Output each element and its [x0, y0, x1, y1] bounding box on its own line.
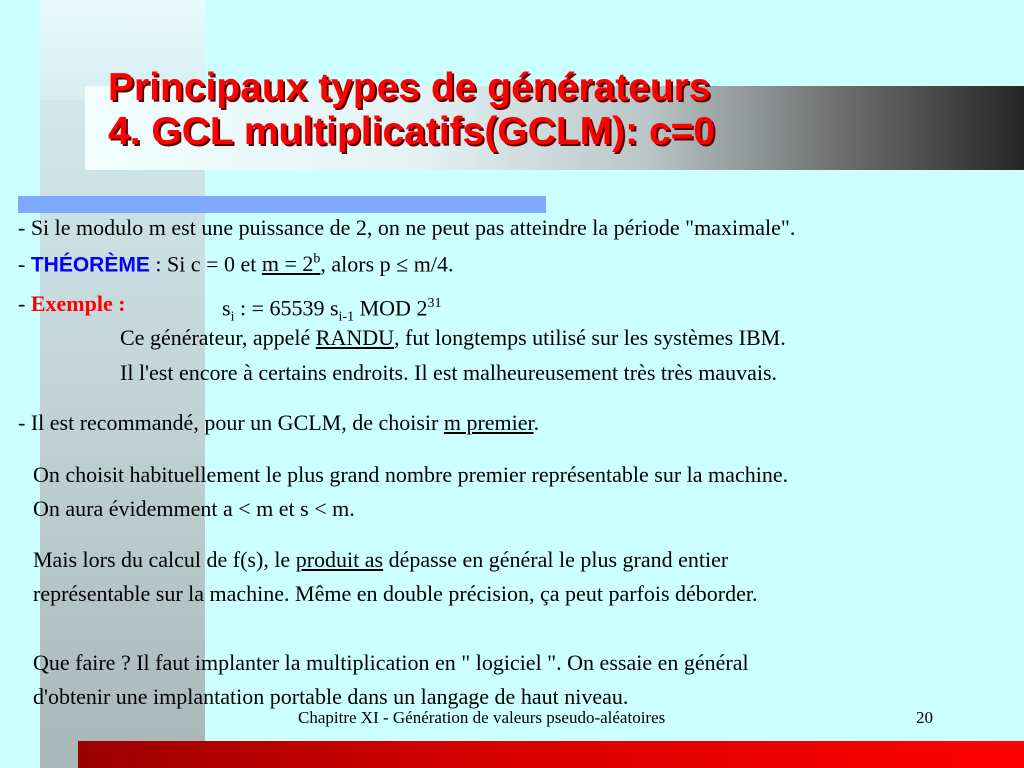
line-evidemment: On aura évidemment a < m et s < m.	[33, 496, 355, 521]
mais-text-b: dépasse en général le plus grand entier	[383, 547, 729, 572]
recommande-text-b: .	[533, 410, 540, 435]
mais-text-a: Mais lors du calcul de f(s), le	[33, 547, 296, 572]
line-theorem-dash: -	[18, 251, 31, 277]
line-modulo: - Si le modulo m est une puissance de 2, on ne peut pas atteindre la période "maximale".	[18, 215, 796, 240]
formula-sup-31: 31	[427, 296, 442, 311]
theorem-text-b: , alors p ≤ m/4.	[320, 251, 454, 277]
line-representable: représentable sur la machine. Même en double précision, ça peut parfois déborder.	[33, 581, 758, 606]
theorem-m-eq	[262, 251, 321, 276]
line-portable: d'obtenir une implantation portable dans un langage de haut niveau.	[33, 684, 629, 709]
randu-text-a: Ce générateur, appelé	[120, 325, 316, 350]
line-que-faire: Que faire ? Il faut implanter la multiplication en " logiciel ". On essaie en général	[33, 650, 749, 675]
line-mauvais: Il l'est encore à certains endroits. Il est malheureusement très très mauvais.	[120, 360, 778, 385]
line-mais	[33, 545, 728, 575]
slide-title	[108, 66, 1008, 154]
footer-red-bar	[78, 741, 1024, 768]
randu-link-text: RANDU	[315, 325, 395, 350]
theorem-m-eq-text: m = 2	[261, 251, 314, 277]
line-choisit: On choisit habituellement le plus grand nombre premier représentable sur la machine.	[33, 462, 789, 487]
produit-as-text: produit as	[295, 547, 384, 572]
theorem-label: THÉORÈME	[30, 253, 150, 277]
theorem-text-a: : Si c = 0 et	[149, 251, 262, 277]
line-recommande	[18, 408, 539, 438]
randu-text-b: , fut longtemps utilisé sur les systèmes IBM.	[394, 325, 786, 350]
title-line-2: 4. GCL multiplicatifs(GCLM): c=0	[108, 110, 716, 153]
title-underline-rule	[18, 196, 546, 213]
line-exemple	[18, 289, 126, 319]
formula-sub-i: i	[230, 309, 235, 325]
footer-chapter-title: Chapitre XI - Génération de valeurs pseudo-aléatoires	[298, 708, 666, 727]
formula-text-a: : = 65539 s	[234, 295, 339, 321]
line-theorem	[18, 245, 453, 280]
footer-page-number: 20	[916, 708, 933, 727]
exemple-label: Exemple :	[30, 291, 126, 316]
line-randu	[120, 323, 786, 353]
m-premier-text: m premier	[443, 410, 534, 435]
formula-s: s	[222, 295, 231, 321]
formula-sub-i1: i-1	[338, 309, 355, 325]
theorem-sup-b: b	[313, 252, 321, 267]
recommande-text-a: - Il est recommandé, pour un GCLM, de choisir	[18, 410, 444, 435]
title-line-1: Principaux types de générateurs	[108, 66, 711, 109]
formula-text-b: MOD 2	[354, 295, 428, 321]
exemple-dash: -	[18, 291, 31, 316]
